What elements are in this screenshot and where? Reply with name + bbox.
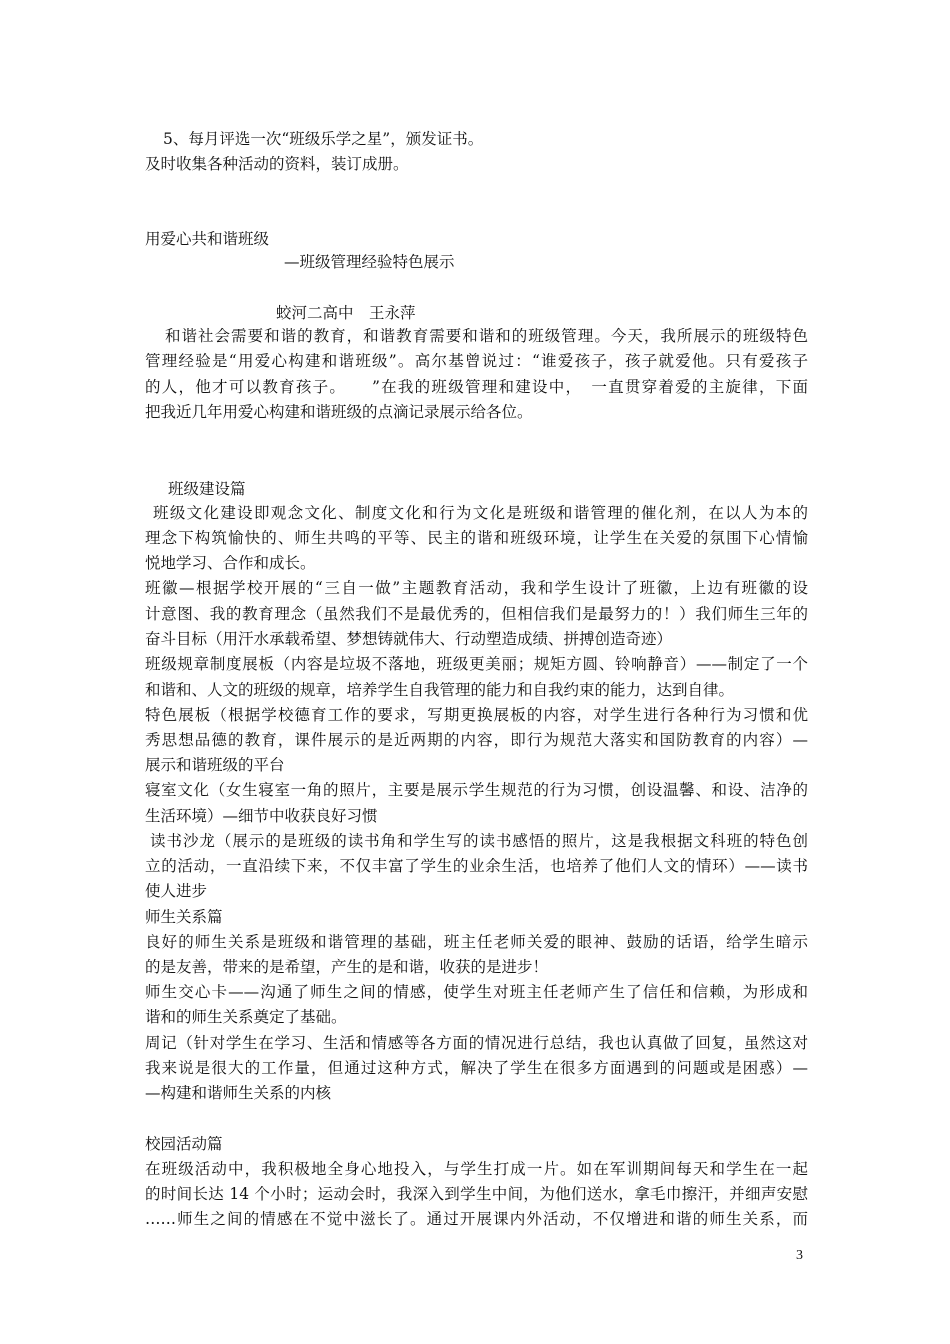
paragraph-line: 周记（针对学生在学习、生活和情感等各方面的情况进行总结，我也认真做了回复，虽然这对 bbox=[145, 1034, 808, 1052]
paragraph-line: 班级文化建设即观念文化、制度文化和行为文化是班级和谐管理的催化剂，在以人为本的 bbox=[153, 504, 808, 522]
paragraph-line: 良好的师生关系是班级和谐管理的基础，班主任老师关爱的眼神、鼓励的话语，给学生暗示 bbox=[145, 933, 808, 951]
paragraph-line: 使人进步 bbox=[145, 882, 208, 900]
paragraph-line: 秀思想品德的教育，课件展示的是近两期的内容，即行为规范大落实和国防教育的内容）— bbox=[145, 731, 808, 749]
paragraph-line: 的是友善，带来的是希望，产生的是和谐，收获的是进步！ bbox=[145, 958, 549, 976]
paragraph-line: 的时间长达 14 个小时；运动会时，我深入到学生中间，为他们送水，拿毛巾擦汗，并细声安慰 bbox=[145, 1185, 808, 1203]
paragraph-line: ……师生之间的情感在不觉中滋长了。通过开展课内外活动，不仅增进和谐的师生关系，而 bbox=[145, 1210, 808, 1228]
paragraph-line: 班级规章制度展板（内容是垃圾不落地，班级更美丽；规矩方圆、铃响静音）——制定了一个 bbox=[145, 655, 808, 673]
paragraph-line: 立的活动，一直沿续下来，不仅丰富了学生的业余生活，也培养了他们人文的情环）——读书 bbox=[145, 857, 808, 875]
paragraph-line: 谐和的师生关系奠定了基础。 bbox=[145, 1008, 347, 1026]
paragraph-line: 在班级活动中，我积极地全身心地投入，与学生打成一片。如在军训期间每天和学生在一起 bbox=[145, 1160, 808, 1178]
paragraph-line: 管理经验是“用爱心构建和谐班级”。高尔基曾说过：“谁爱孩子，孩子就爱他。只有爱孩子 bbox=[145, 352, 808, 370]
page-number: 3 bbox=[796, 1248, 803, 1263]
paragraph-line: 奋斗目标（用汗水承载希望、梦想铸就伟大、行动塑造成绩、拼搏创造奇迹） bbox=[145, 630, 673, 648]
paragraph-line: 班徽—根据学校开展的“三自一做”主题教育活动，我和学生设计了班徽，上边有班徽的设 bbox=[145, 579, 808, 597]
paragraph-line: 读书沙龙（展示的是班级的读书角和学生写的读书感悟的照片，这是我根据文科班的特色创 bbox=[150, 832, 808, 850]
paragraph-line: 寝室文化（女生寝室一角的照片，主要是展示学生规范的行为习惯，创设温馨、和设、洁净的 bbox=[145, 781, 808, 799]
paragraph-line: 师生交心卡——沟通了师生之间的情感，使学生对班主任老师产生了信任和信赖，为形成和 bbox=[145, 983, 808, 1001]
paragraph-line: —构建和谐师生关系的内核 bbox=[145, 1084, 332, 1102]
paragraph-line: 计意图、我的教育理念（虽然我们不是最优秀的，但相信我们是最努力的！）我们师生三年的 bbox=[145, 605, 808, 623]
paragraph-line: 展示和谐班级的平台 bbox=[145, 756, 285, 774]
body-text: 及时收集各种活动的资料，装订成册。 bbox=[145, 155, 409, 173]
paragraph-line: 和谐和、人文的班级的规章，培养学生自我管理的能力和自我约束的能力，达到自律。 bbox=[145, 681, 735, 699]
section-heading: 校园活动篇 bbox=[145, 1135, 223, 1153]
document-title: 用爱心共和谐班级 bbox=[145, 230, 270, 248]
document-subtitle: —班级管理经验特色展示 bbox=[284, 253, 455, 271]
section-heading: 班级建设篇 bbox=[168, 480, 246, 498]
paragraph-line: 的人，他才可以教育孩子。 ”在我的班级管理和建设中， 一直贯穿着爱的主旋律，下面 bbox=[145, 378, 808, 396]
section-heading: 师生关系篇 bbox=[145, 908, 223, 926]
paragraph-line: 特色展板（根据学校德育工作的要求，写期更换展板的内容，对学生进行各种行为习惯和优 bbox=[145, 706, 808, 724]
paragraph-line: 生活环境）—细节中收获良好习惯 bbox=[145, 807, 378, 825]
paragraph-line: 把我近几年用爱心构建和谐班级的点滴记录展示给各位。 bbox=[145, 403, 533, 421]
author-line: 蛟河二高中 王永萍 bbox=[276, 304, 416, 322]
paragraph-line: 理念下构筑愉快的、师生共鸣的平等、民主的谐和班级环境，让学生在关爱的氛围下心情愉 bbox=[145, 529, 808, 547]
list-item: 5、每月评选一次“班级乐学之星”，颁发证书。 bbox=[163, 130, 484, 148]
paragraph-line: 悦地学习、合作和成长。 bbox=[145, 554, 316, 572]
paragraph-line: 和谐社会需要和谐的教育，和谐教育需要和谐和的班级管理。今天，我所展示的班级特色 bbox=[165, 327, 808, 345]
paragraph-line: 我来说是很大的工作量，但通过这种方式，解决了学生在很多方面遇到的问题或是困惑）— bbox=[145, 1059, 808, 1077]
